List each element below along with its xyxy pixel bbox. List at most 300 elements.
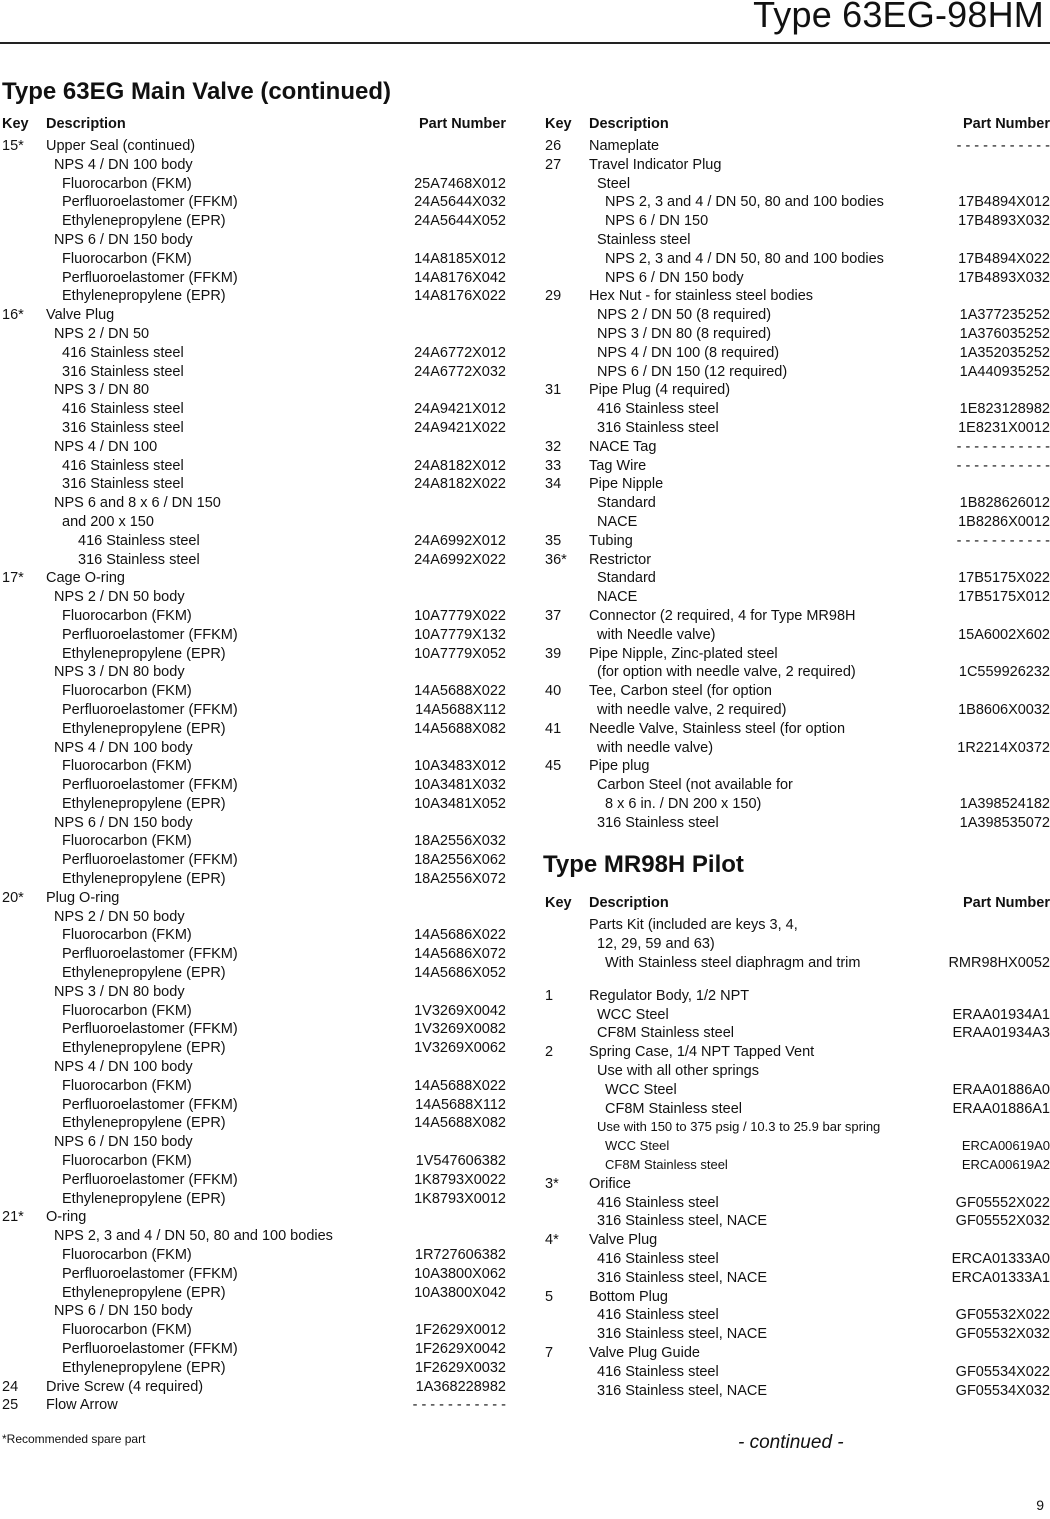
item-key — [2, 1246, 46, 1265]
item-description: Ethylenepropylene (EPR) — [62, 288, 226, 305]
parts-row — [545, 475, 1050, 494]
item-key: 3* — [545, 1175, 559, 1192]
item-key — [2, 757, 46, 776]
item-key — [545, 935, 589, 954]
item-description: Fluorocarbon (FKM) — [62, 1247, 192, 1264]
item-description: Tee, Carbon steel (for option — [589, 683, 772, 700]
item-description: Perfluoroelastomer (FFKM) — [62, 852, 238, 869]
parts-row — [2, 1114, 506, 1133]
item-description: Cage O-ring — [46, 570, 125, 587]
item-part-number: - - - - - - - - - - - — [956, 138, 1050, 154]
item-part-number: 24A5644X052 — [414, 213, 506, 230]
header-rule — [0, 42, 1050, 44]
parts-row — [2, 1265, 506, 1284]
item-key: 5 — [545, 1288, 554, 1305]
parts-row — [545, 212, 1050, 231]
parts-row — [2, 776, 506, 795]
item-key — [545, 325, 589, 344]
item-part-number: 1C559926232 — [958, 664, 1050, 681]
item-key: 26 — [545, 138, 562, 154]
item-part-number: 1A377235252 — [959, 307, 1050, 324]
item-part-number: - - - - - - - - - - - — [956, 532, 1050, 549]
item-key — [2, 964, 46, 983]
item-description: Hex Nut - for stainless steel bodies — [589, 288, 814, 305]
item-key — [2, 814, 46, 833]
item-description: Regulator Body, 1/2 NPT — [589, 987, 750, 1004]
item-description: Needle Valve, Stainless steel (for option — [589, 720, 846, 737]
item-part-number: 1B828626012 — [959, 495, 1050, 512]
item-key — [545, 419, 589, 438]
parts-row — [545, 1006, 1050, 1025]
item-key — [2, 1284, 46, 1303]
item-key — [2, 287, 46, 306]
item-description: NPS 4 / DN 100 body — [54, 739, 193, 756]
item-description: Steel — [597, 175, 631, 192]
item-key — [545, 400, 589, 419]
item-part-number: 24A8182X022 — [414, 476, 506, 493]
item-description: WCC Steel — [605, 1138, 670, 1154]
item-description: Perfluoroelastomer (FFKM) — [62, 1265, 238, 1282]
item-description: With Stainless steel diaphragm and trim — [605, 955, 861, 972]
item-description: NPS 4 / DN 100 (8 required) — [597, 344, 780, 361]
item-key: 2 — [545, 1044, 554, 1061]
item-key — [2, 1020, 46, 1039]
item-part-number: GF05532X032 — [955, 1326, 1050, 1343]
item-part-number: 1R2214X0372 — [957, 739, 1050, 756]
item-key — [2, 908, 46, 927]
item-key — [2, 250, 46, 269]
parts-row — [545, 457, 1050, 476]
item-key — [2, 588, 46, 607]
item-key — [545, 1269, 589, 1288]
item-key — [2, 381, 46, 400]
parts-row — [2, 757, 506, 776]
item-description: Fluorocarbon (FKM) — [62, 833, 192, 850]
item-key — [545, 1156, 589, 1175]
item-key — [545, 494, 589, 513]
item-part-number: 1K8793X0012 — [414, 1190, 506, 1207]
item-description: 316 Stainless steel — [62, 476, 184, 493]
item-part-number: ERCA01333A1 — [951, 1269, 1050, 1286]
parts-row — [545, 645, 1050, 664]
item-key — [2, 363, 46, 382]
parts-row — [545, 916, 1050, 935]
item-key — [545, 175, 589, 194]
item-description: Fluorocarbon (FKM) — [62, 1153, 192, 1170]
item-key: 36* — [545, 551, 567, 568]
parts-row — [2, 231, 506, 250]
item-description: Perfluoroelastomer (FFKM) — [62, 1096, 238, 1113]
item-description: 416 Stainless steel — [62, 344, 184, 361]
item-description: Ethylenepropylene (EPR) — [62, 213, 226, 230]
item-key — [2, 663, 46, 682]
parts-row — [2, 908, 506, 927]
parts-row — [545, 607, 1050, 626]
parts-row — [2, 212, 506, 231]
item-description: Flow Arrow — [46, 1397, 118, 1414]
item-description: CF8M Stainless steel — [597, 1025, 734, 1042]
item-part-number: 24A9421X022 — [414, 419, 506, 436]
item-part-number: 14A5688X082 — [414, 1115, 506, 1132]
item-description: Ethylenepropylene (EPR) — [62, 1040, 226, 1057]
item-key — [2, 457, 46, 476]
parts-row — [2, 1378, 506, 1397]
item-part-number: 10A3800X042 — [414, 1284, 506, 1301]
item-description: NPS 2, 3 and 4 / DN 50, 80 and 100 bodies — [605, 250, 884, 267]
item-part-number: 1K8793X0022 — [414, 1171, 506, 1188]
item-part-number: 14A5688X022 — [414, 1077, 506, 1094]
pilot-section-title: Type MR98H Pilot — [543, 851, 744, 879]
parts-row — [545, 287, 1050, 306]
parts-row — [2, 1171, 506, 1190]
item-key: 34 — [545, 476, 562, 493]
item-key — [545, 363, 589, 382]
item-part-number: 10A7779X052 — [414, 645, 506, 662]
parts-row — [545, 1363, 1050, 1382]
item-description: NPS 6 / DN 150 body — [54, 1303, 193, 1320]
parts-row — [545, 494, 1050, 513]
parts-row — [2, 926, 506, 945]
key-column-header: Key — [2, 116, 29, 132]
item-part-number: 10A7779X132 — [414, 626, 506, 643]
page-number: 9 — [1036, 1497, 1044, 1513]
item-description: Connector (2 required, 4 for Type MR98H — [589, 607, 856, 624]
parts-row — [545, 193, 1050, 212]
item-description: Bottom Plug — [589, 1288, 668, 1305]
parts-row — [545, 1382, 1050, 1401]
item-key — [545, 1024, 589, 1043]
item-part-number: 14A5686X052 — [414, 965, 506, 982]
item-description: Nameplate — [589, 138, 660, 154]
item-key — [2, 400, 46, 419]
item-description: CF8M Stainless steel — [605, 1157, 728, 1173]
parts-row — [2, 1227, 506, 1246]
item-description: NPS 2 / DN 50 body — [54, 908, 185, 925]
parts-row — [2, 1340, 506, 1359]
item-part-number: 10A3483X012 — [414, 758, 506, 775]
item-key — [2, 607, 46, 626]
item-description: NPS 2, 3 and 4 / DN 50, 80 and 100 bodies — [605, 194, 884, 211]
parts-rows — [545, 137, 1050, 832]
item-key — [2, 1114, 46, 1133]
item-key — [545, 776, 589, 795]
parts-row — [2, 1359, 506, 1378]
item-key — [2, 1171, 46, 1190]
item-key — [545, 795, 589, 814]
parts-row — [2, 1396, 506, 1415]
item-part-number: 14A5688X112 — [415, 701, 506, 718]
item-description: Perfluoroelastomer (FFKM) — [62, 1021, 238, 1038]
item-part-number: ERAA01886A0 — [952, 1081, 1050, 1098]
item-description: Ethylenepropylene (EPR) — [62, 645, 226, 662]
item-part-number: ERCA01333A0 — [951, 1251, 1050, 1268]
parts-row — [2, 626, 506, 645]
item-key — [545, 1118, 589, 1137]
item-part-number: 1V3269X0042 — [414, 1002, 506, 1019]
parts-row — [2, 269, 506, 288]
item-description: Ethylenepropylene (EPR) — [62, 871, 226, 888]
item-description: Pipe Plug (4 required) — [589, 382, 731, 399]
parts-row — [2, 945, 506, 964]
item-description: Travel Indicator Plug — [589, 156, 722, 173]
parts-row — [2, 381, 506, 400]
item-key — [545, 1212, 589, 1231]
parts-row — [545, 306, 1050, 325]
parts-row — [2, 475, 506, 494]
item-part-number: 1B8606X0032 — [958, 701, 1050, 718]
item-description: Fluorocarbon (FKM) — [62, 1077, 192, 1094]
parts-row — [545, 250, 1050, 269]
item-part-number: 1E823128982 — [959, 401, 1050, 418]
item-key: 32 — [545, 438, 562, 455]
item-part-number: - - - - - - - - - - - — [412, 1397, 506, 1414]
item-description: NACE — [597, 589, 638, 606]
parts-row — [545, 682, 1050, 701]
item-part-number: GF05534X022 — [955, 1363, 1050, 1380]
item-key — [545, 231, 589, 250]
item-description: 316 Stainless steel — [62, 363, 184, 380]
item-key — [2, 193, 46, 212]
item-part-number: 14A8176X042 — [414, 269, 506, 286]
item-description: NPS 2 / DN 50 body — [54, 589, 185, 606]
item-description: NPS 6 / DN 150 — [605, 213, 709, 230]
item-description: Pipe plug — [589, 758, 650, 775]
parts-row — [2, 306, 506, 325]
parts-row — [545, 175, 1050, 194]
item-description: Tubing — [589, 532, 633, 549]
item-key — [545, 739, 589, 758]
item-key — [545, 1081, 589, 1100]
item-key — [545, 1382, 589, 1401]
item-key — [2, 438, 46, 457]
parts-row — [2, 607, 506, 626]
item-part-number: 14A5688X112 — [415, 1096, 506, 1113]
main-valve-section-title: Type 63EG Main Valve (continued) — [2, 78, 391, 105]
item-key — [545, 814, 589, 833]
item-description: 316 Stainless steel, NACE — [597, 1213, 768, 1230]
item-part-number: 24A5644X032 — [414, 194, 506, 211]
parts-row — [2, 1039, 506, 1058]
item-description: Ethylenepropylene (EPR) — [62, 1284, 226, 1301]
item-key — [2, 682, 46, 701]
item-key — [2, 1227, 46, 1246]
item-part-number: 1A398524182 — [959, 795, 1050, 812]
item-key — [545, 1006, 589, 1025]
item-description: 12, 29, 59 and 63) — [597, 936, 715, 953]
item-description: with needle valve, 2 required) — [597, 701, 787, 718]
item-key — [2, 945, 46, 964]
item-key — [2, 1265, 46, 1284]
parts-row — [2, 645, 506, 664]
parts-row — [2, 889, 506, 908]
item-key — [2, 1002, 46, 1021]
item-key: 41 — [545, 720, 562, 737]
parts-row — [545, 1306, 1050, 1325]
parts-row — [545, 137, 1050, 156]
parts-row — [545, 1043, 1050, 1062]
parts-row — [545, 438, 1050, 457]
item-part-number: 1A352035252 — [959, 344, 1050, 361]
continued-label: - continued - — [738, 1432, 844, 1453]
item-part-number: 1B8286X0012 — [958, 513, 1050, 530]
parts-row — [545, 1175, 1050, 1194]
item-description: Drive Screw (4 required) — [46, 1378, 204, 1395]
item-description: NPS 3 / DN 80 — [54, 382, 150, 399]
item-key — [545, 1363, 589, 1382]
parts-row — [545, 363, 1050, 382]
parts-row — [2, 701, 506, 720]
item-description: Ethylenepropylene (EPR) — [62, 965, 226, 982]
parts-row — [545, 588, 1050, 607]
item-part-number: ERAA01934A3 — [952, 1025, 1050, 1042]
item-key: 45 — [545, 758, 562, 775]
item-description: with Needle valve) — [597, 626, 716, 643]
item-part-number: 17B5175X022 — [958, 570, 1050, 587]
item-description: Use with all other springs — [597, 1063, 759, 1080]
parts-list-header — [2, 115, 506, 137]
item-description: Perfluoroelastomer (FFKM) — [62, 1341, 238, 1357]
parts-row — [545, 325, 1050, 344]
item-description: NPS 3 / DN 80 (8 required) — [597, 325, 772, 342]
parts-row — [2, 1077, 506, 1096]
parts-row — [2, 682, 506, 701]
item-part-number: 17B4893X032 — [958, 213, 1050, 230]
item-key: 21* — [2, 1209, 24, 1226]
item-description: 316 Stainless steel — [78, 551, 200, 568]
item-description: 416 Stainless steel — [62, 457, 184, 474]
parts-row — [545, 987, 1050, 1006]
item-description: NPS 6 / DN 150 body — [54, 231, 193, 248]
item-description: Plug O-ring — [46, 889, 120, 906]
item-description: Carbon Steel (not available for — [597, 777, 793, 794]
item-key — [545, 1100, 589, 1119]
item-part-number: ERCA00619A2 — [961, 1157, 1050, 1173]
item-description: Fluorocarbon (FKM) — [62, 927, 192, 944]
item-description: Perfluoroelastomer (FFKM) — [62, 777, 238, 794]
item-description: 316 Stainless steel — [62, 419, 184, 436]
item-description: Fluorocarbon (FKM) — [62, 607, 192, 624]
parts-row — [2, 1152, 506, 1171]
item-key — [2, 795, 46, 814]
parts-row — [2, 344, 506, 363]
parts-row — [2, 400, 506, 419]
item-key: 16* — [2, 307, 24, 324]
item-key — [2, 551, 46, 570]
parts-row — [545, 1231, 1050, 1250]
item-description: NPS 2 / DN 50 (8 required) — [597, 307, 772, 324]
parts-row — [2, 551, 506, 570]
item-description: 416 Stainless steel — [597, 1363, 719, 1380]
parts-row — [2, 438, 506, 457]
item-description: Perfluoroelastomer (FFKM) — [62, 946, 238, 963]
item-description: WCC Steel — [597, 1006, 669, 1023]
item-key — [2, 1340, 46, 1359]
item-part-number: 10A3481X032 — [414, 777, 506, 794]
item-description: Tag Wire — [589, 457, 647, 474]
document-title: Type 63EG-98HM — [753, 0, 1044, 35]
item-description: Fluorocarbon (FKM) — [62, 1322, 192, 1339]
item-part-number: GF05552X032 — [955, 1213, 1050, 1230]
item-part-number: 17B4894X012 — [958, 194, 1050, 211]
parts-row — [545, 776, 1050, 795]
item-key — [545, 1062, 589, 1081]
item-description: NPS 4 / DN 100 — [54, 438, 158, 455]
parts-row — [545, 513, 1050, 532]
item-part-number: 24A6772X032 — [414, 363, 506, 380]
parts-rows — [2, 137, 506, 1415]
item-description: Use with 150 to 375 psig / 10.3 to 25.9 bar spring — [597, 1119, 881, 1135]
item-description: WCC Steel — [605, 1081, 677, 1098]
key-column-header: Key — [545, 895, 572, 912]
parts-row — [2, 419, 506, 438]
parts-row — [2, 250, 506, 269]
item-key: 24 — [2, 1378, 19, 1395]
item-key — [2, 645, 46, 664]
item-part-number: 10A3481X052 — [414, 795, 506, 812]
parts-rows — [545, 987, 1050, 1401]
parts-row — [545, 532, 1050, 551]
description-column-header: Description — [46, 116, 126, 132]
item-part-number: GF05532X022 — [955, 1307, 1050, 1324]
item-description: 316 Stainless steel, NACE — [597, 1382, 768, 1399]
item-key — [2, 1190, 46, 1209]
item-key — [2, 325, 46, 344]
item-key — [545, 569, 589, 588]
parts-row — [545, 814, 1050, 833]
item-description: Ethylenepropylene (EPR) — [62, 720, 226, 737]
item-description: 416 Stainless steel — [597, 1307, 719, 1324]
item-part-number: 17B4894X022 — [958, 250, 1050, 267]
item-description: Fluorocarbon (FKM) — [62, 1002, 192, 1019]
parts-row — [545, 1288, 1050, 1307]
item-description: NPS 2 / DN 50 — [54, 325, 150, 342]
item-key — [2, 626, 46, 645]
item-key — [2, 701, 46, 720]
item-key — [545, 1325, 589, 1344]
parts-row — [2, 1133, 506, 1152]
item-description: Fluorocarbon (FKM) — [62, 758, 192, 775]
item-description: Perfluoroelastomer (FFKM) — [62, 194, 238, 211]
parts-row — [2, 494, 506, 513]
part-number-column-header: Part Number — [418, 116, 506, 132]
item-part-number: 18A2556X062 — [414, 852, 506, 869]
parts-row — [545, 720, 1050, 739]
item-part-number: GF05534X032 — [955, 1382, 1050, 1399]
item-description: 316 Stainless steel — [597, 814, 719, 831]
item-description: NPS 4 / DN 100 body — [54, 1059, 193, 1076]
parts-row — [545, 1194, 1050, 1213]
item-part-number: RMR98HX0052 — [948, 955, 1050, 972]
parts-row — [545, 795, 1050, 814]
parts-row — [545, 1100, 1050, 1119]
parts-row — [545, 1081, 1050, 1100]
item-part-number: 24A6992X012 — [414, 532, 506, 549]
item-description: Pipe Nipple — [589, 476, 664, 493]
item-description: and 200 x 150 — [62, 513, 154, 530]
parts-row — [2, 1002, 506, 1021]
parts-row — [545, 1024, 1050, 1043]
parts-row — [545, 156, 1050, 175]
item-description: NACE Tag — [589, 438, 657, 455]
item-key — [2, 926, 46, 945]
item-description: Standard — [597, 495, 656, 512]
parts-row — [2, 363, 506, 382]
item-key — [545, 269, 589, 288]
item-key — [545, 212, 589, 231]
parts-row — [2, 964, 506, 983]
item-description: Fluorocarbon (FKM) — [62, 683, 192, 700]
item-key — [545, 1194, 589, 1213]
